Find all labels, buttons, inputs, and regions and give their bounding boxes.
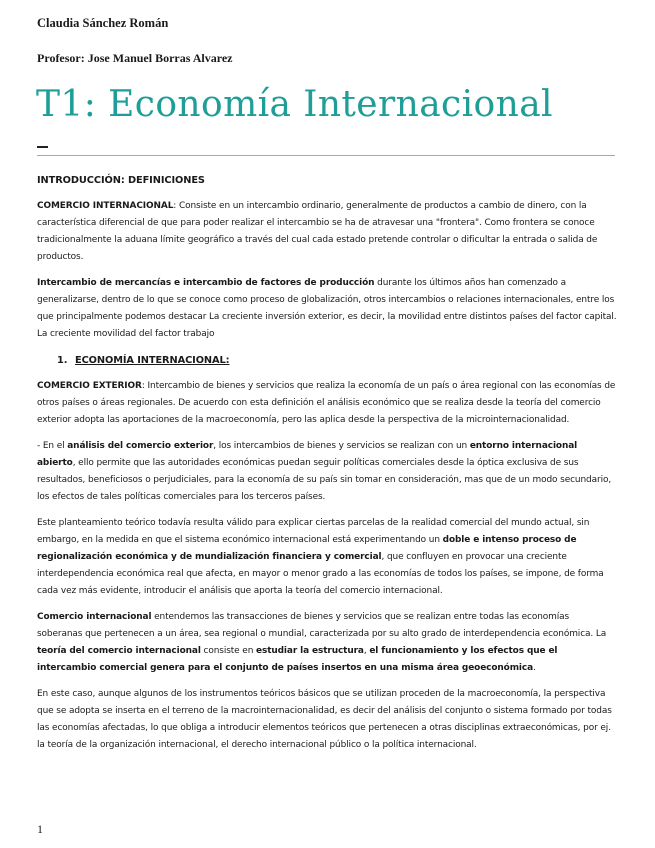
paragraph-intercambio: Intercambio de mercancías e intercambio de factores de producción durante los últimos años han comenzado a generalizarse, dentro de lo que se conoce como proceso de globalización, otros intercambios o relaciones internacionales, entre los que principalmente podemos destacar La creciente inversión exterior, es decir, la movilidad entre distintos países del factor capital. La creciente movilidad del factor trabajo xyxy=(37,278,617,339)
intro-heading: INTRODUCCIÓN: DEFINICIONES xyxy=(37,175,205,186)
paragraph-comercio-exterior: COMERCIO EXTERIOR: Intercambio de bienes y servicios que realiza la economía de un país o área regional con las economías de otros países o áreas regionales. De acuerdo con esta definición el análisis económico que se realiza desde la teoría del comercio exterior adopta las aportaciones de la macroeconomía, pero las aplica desde la perspectiva de la microinternacionalidad. xyxy=(37,381,616,425)
horizontal-rule xyxy=(37,155,615,156)
term-comercio-internacional: COMERCIO INTERNACIONAL xyxy=(37,201,174,211)
paragraph-comercio-internacional: COMERCIO INTERNACIONAL: Consiste en un intercambio ordinario, generalmente de productos a cambio de dinero, con la característica diferencial de que para poder realizar el intercambio se ha de atravesar una "frontera". Como frontera se conoce tradicionalmente la aduana límite geográfico a través del cual cada estado pretende controlar o dificultar la entrada o salida de productos. xyxy=(37,201,598,262)
paragraph-planteamiento: Este planteamiento teórico todavía resulta válido para explicar ciertas parcelas de la realidad comercial del mundo actual, sin embargo, en la medida en que el sistema económico internacional está experimentando un doble e intenso proceso de regionalización económica y de mundialización financiera y comercial, que confluyen en provocar una creciente interdependencia económica real que afecta, en mayor o menor grado a las economías de todos los países, se impone, de forma cada vez más evidente, introducir el análisis que aporta la teoría del comercio internacional. xyxy=(37,518,604,596)
title-dash xyxy=(37,146,48,148)
paragraph-analisis: - En el análisis del comercio exterior, los intercambios de bienes y servicios se realizan con un entorno internacional abierto, ello permite que las autoridades económicas puedan seguir políticas comerciales desde la óptica exclusiva de sus resultados, beneficiosos o perjudiciales, para la economía de su país sin tomar en consideración, mas que de un modo secundario, los efectos de tales políticas comerciales para los terceros países. xyxy=(37,441,612,502)
document-title: T1: Economía Internacional xyxy=(36,84,553,125)
paragraph-en-este-caso: En este caso, aunque algunos de los instrumentos teóricos básicos que se utilizan proceden de la macroeconomía, la perspectiva que se adopta se inserta en el terreno de la macrointernacionalidad, es decir del análisis del conjunto o sistema formado por todas las economías afectadas, lo que obliga a introducir elementos teóricos que pertenecen a otras disciplinas extraeconómicas, por ej. la teoría de la organización internacional, el derecho internacional público o la política internacional. xyxy=(37,689,612,750)
document-body xyxy=(37,172,617,763)
author-name: Claudia Sánchez Román xyxy=(37,16,169,30)
page-number: 1 xyxy=(37,822,43,836)
section-heading-1 xyxy=(37,352,617,369)
paragraph-comercio-internacional-def: Comercio internacional entendemos las transacciones de bienes y servicios que se realizan entre todas las economías soberanas que pertenecen a un área, sea regional o mundial, caracterizada por su alto grado de interdependencia económica. La teoría del comercio internacional consiste en estudiar la estructura, el funcionamiento y los efectos que el intercambio comercial genera para el conjunto de países insertos en una misma área geoeconómica. xyxy=(37,612,607,673)
term-comercio-exterior: COMERCIO EXTERIOR xyxy=(37,381,142,391)
term-intercambio: Intercambio de mercancías e intercambio de factores de producción xyxy=(37,278,375,288)
section-number: 1. xyxy=(57,355,68,366)
section-title: ECONOMÍA INTERNACIONAL: xyxy=(75,355,230,366)
professor-name: Profesor: Jose Manuel Borras Alvarez xyxy=(37,51,233,65)
